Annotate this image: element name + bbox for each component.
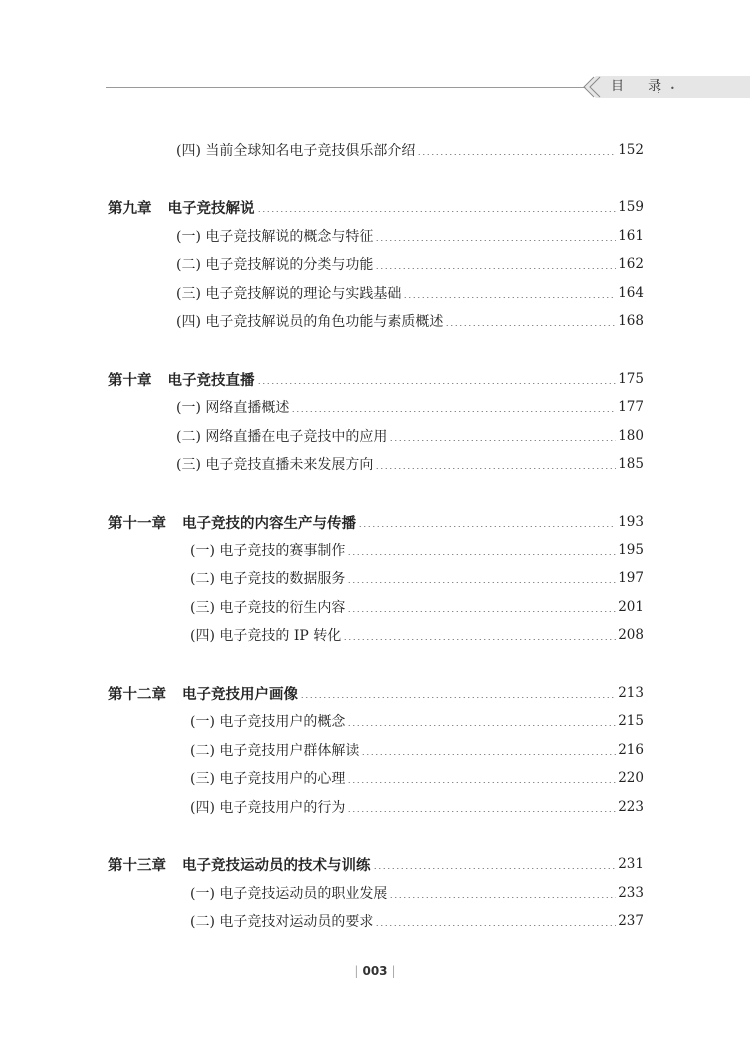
toc-item[interactable] [176,253,644,275]
chapter-page: 231 [618,856,644,872]
toc-item[interactable] [190,710,644,732]
toc-item-label: (一) 电子竞技运动员的职业发展 [190,886,388,902]
toc-item-label: (三) 电子竞技直播未来发展方向 [176,457,374,473]
dot-leader [375,468,616,469]
toc-item-page: 162 [618,256,644,272]
header-dot: • [670,84,675,93]
toc-item[interactable] [190,624,644,646]
chapter-page: 159 [618,199,644,215]
toc-item[interactable] [176,396,644,418]
toc-item-label: (一) 电子竞技解说的概念与特征 [176,229,374,245]
header-divider-mark [658,79,662,93]
toc-item-page: 177 [618,399,644,415]
toc-item-label: (三) 电子竞技解说的理论与实践基础 [176,286,402,302]
toc-item-page: 216 [618,742,644,758]
dot-leader [373,868,617,869]
chapter-page: 213 [618,685,644,701]
dot-leader [343,639,616,640]
dot-leader [347,811,616,812]
dot-leader [257,383,617,384]
dot-leader [389,897,616,898]
toc-item-label: (二) 电子竞技对运动员的要求 [190,914,374,930]
toc-item[interactable] [190,567,644,589]
toc-item-page: 168 [618,313,644,329]
toc-item[interactable] [176,282,644,304]
toc-item-label: (二) 电子竞技解说的分类与功能 [176,257,374,273]
toc-item-label: (四) 电子竞技解说员的角色功能与素质概述 [176,314,444,330]
toc-item-page: 161 [618,228,644,244]
chapter-number: 第十二章 [108,686,166,703]
toc-item-label: (三) 电子竞技用户的心理 [190,771,346,787]
toc-item[interactable] [176,225,644,247]
dot-leader [347,554,616,555]
toc-item[interactable] [190,796,644,818]
toc-item-page: 220 [618,770,644,786]
chapter-title: 电子竞技直播 [167,372,255,389]
toc-item-label: (四) 电子竞技的 IP 转化 [190,628,342,644]
toc-item-label: (四) 电子竞技用户的行为 [190,800,346,816]
toc-item-page: 164 [618,285,644,301]
page-number: | 003 | [354,964,396,978]
toc-item-label: (一) 电子竞技用户的概念 [190,714,346,730]
dot-leader [347,782,616,783]
toc-item-page: 185 [618,456,644,472]
toc-item[interactable] [176,310,644,332]
toc-item-page: 215 [618,713,644,729]
toc-item-page: 195 [618,542,644,558]
toc-chapter-9[interactable] [108,196,644,218]
chapter-page: 193 [618,514,644,530]
toc-item-page: 237 [618,913,644,929]
toc-item[interactable] [176,425,644,447]
toc-item-label: (二) 电子竞技的数据服务 [190,571,346,587]
toc-item-label: (二) 电子竞技用户群体解读 [190,743,360,759]
dot-leader [347,725,616,726]
dot-leader [445,325,616,326]
chapter-number: 第十章 [108,372,152,389]
toc-item-page: 201 [618,599,644,615]
toc-item-page: 223 [618,799,644,815]
dot-leader [361,754,616,755]
toc-item[interactable] [190,739,644,761]
chapter-title: 电子竞技解说 [167,200,255,217]
chapter-title: 电子竞技用户画像 [182,686,298,703]
dot-leader [417,154,616,155]
header-title: 目 录 [611,79,672,94]
toc-item[interactable] [176,453,644,475]
toc-item-label: (四) 当前全球知名电子竞技俱乐部介绍 [176,143,416,159]
chapter-number: 第九章 [108,200,152,217]
toc-item[interactable] [190,882,644,904]
header-rule [106,87,586,88]
toc-item-label: (三) 电子竞技的衍生内容 [190,600,346,616]
toc-item-page: 197 [618,570,644,586]
toc-item[interactable] [190,910,644,932]
dot-leader [257,211,617,212]
toc-item-label: (一) 电子竞技的赛事制作 [190,543,346,559]
toc-item-page: 208 [618,627,644,643]
toc-chapter-12[interactable] [108,682,644,704]
dot-leader [375,240,616,241]
page-number-text: 003 [362,964,388,978]
toc-chapter-11[interactable] [108,511,644,533]
dot-leader [375,925,616,926]
dot-leader [300,697,616,698]
toc-chapter-13[interactable] [108,853,644,875]
dot-leader [347,611,616,612]
dot-leader [389,440,616,441]
dot-leader [358,526,616,527]
toc-item[interactable] [176,139,644,161]
toc-item[interactable] [190,596,644,618]
chapter-title: 电子竞技运动员的技术与训练 [182,857,371,874]
toc-chapter-10[interactable] [108,368,644,390]
toc-item-label: (一) 网络直播概述 [176,400,290,416]
toc-item[interactable] [190,767,644,789]
toc-item-page: 233 [618,885,644,901]
chapter-number: 第十三章 [108,857,166,874]
toc-item[interactable] [190,539,644,561]
chapter-page: 175 [618,371,644,387]
toc-item-page: 180 [618,428,644,444]
dot-leader [347,582,616,583]
toc-item-page: 152 [618,142,644,158]
toc-item-label: (二) 网络直播在电子竞技中的应用 [176,429,388,445]
chapter-title: 电子竞技的内容生产与传播 [182,515,356,532]
chapter-number: 第十一章 [108,515,166,532]
dot-leader [403,297,616,298]
dot-leader [375,268,616,269]
dot-leader [291,411,616,412]
